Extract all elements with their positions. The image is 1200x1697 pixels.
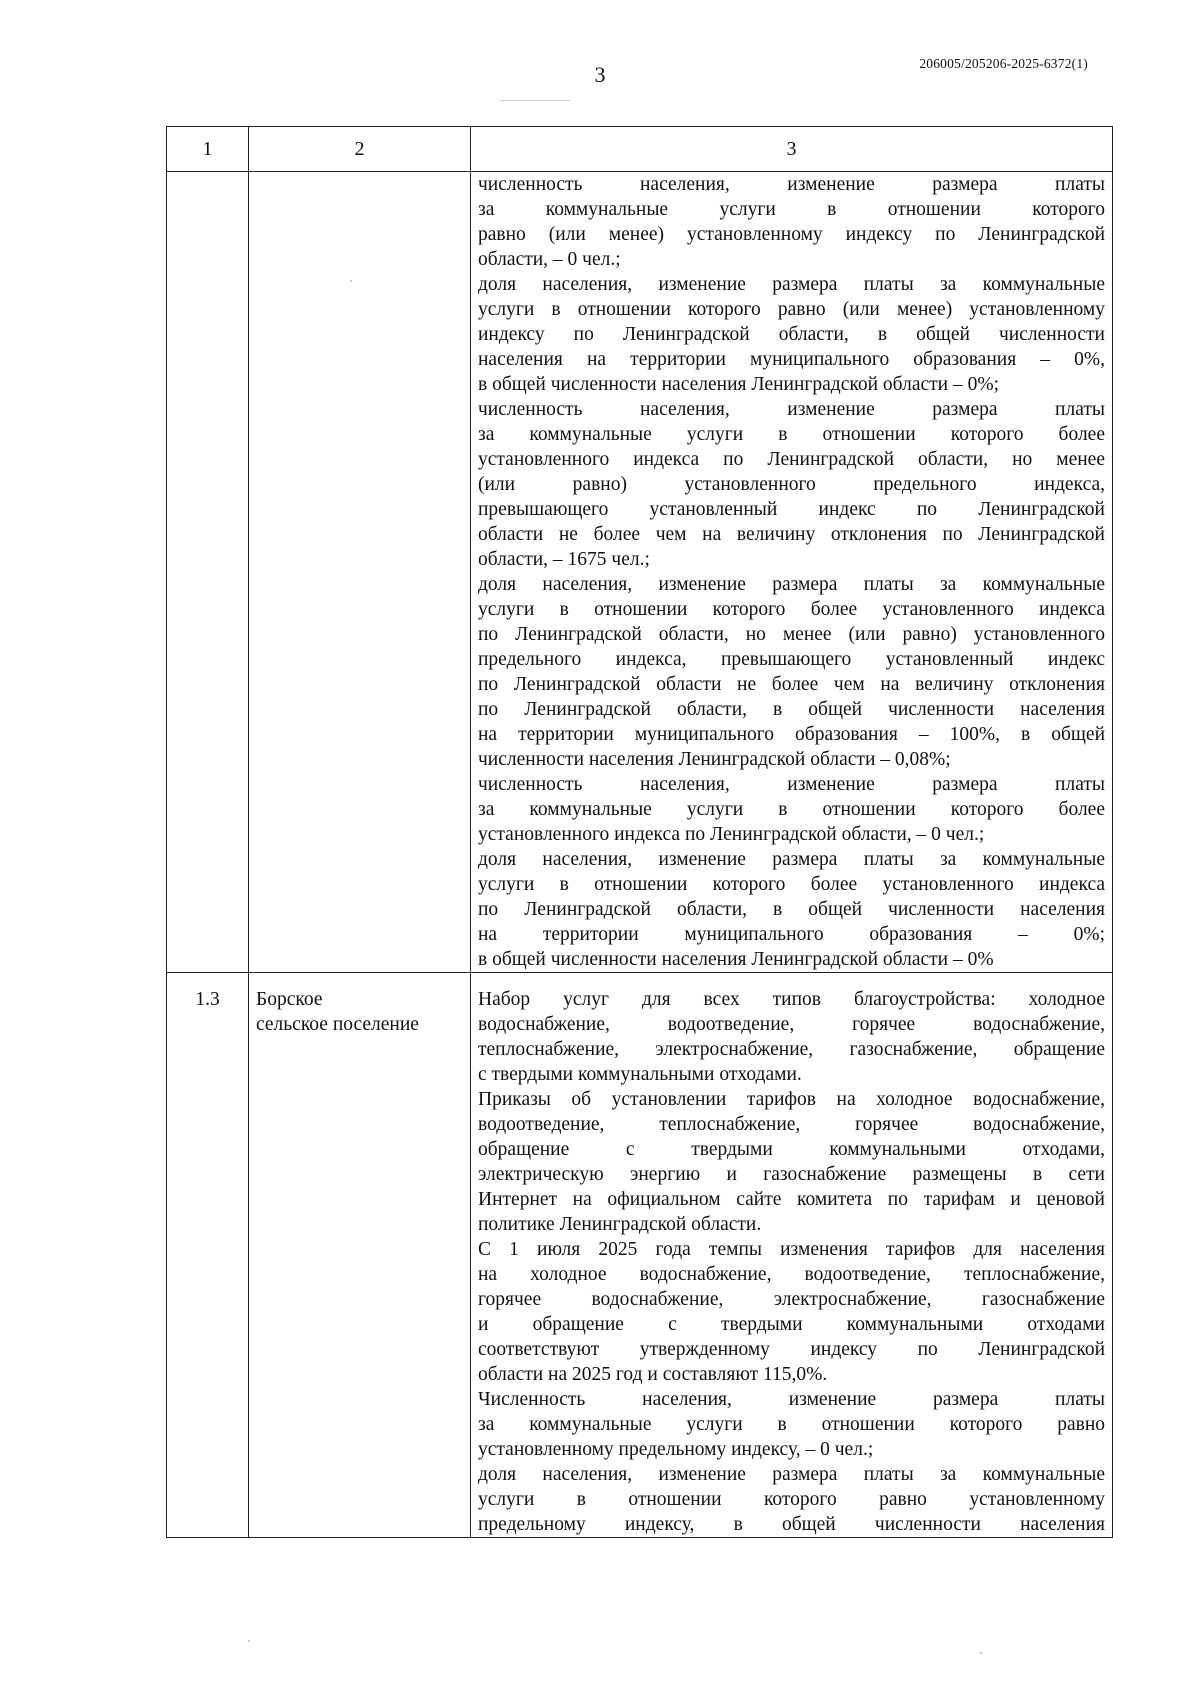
description-line: области, – 1675 чел.; xyxy=(478,549,650,570)
description-line: по Ленинградской области, но менее (или равно) установленного xyxy=(478,624,1105,645)
scan-artifact xyxy=(500,100,570,101)
description-line: превышающего установленный индекс по Ленинградской xyxy=(478,499,1105,520)
scan-speck xyxy=(350,280,352,282)
row-name-cell xyxy=(249,172,471,973)
description-line: услуги в отношении которого более установленного индекса xyxy=(478,599,1105,620)
description-line: предельному индексу, в общей численности населения xyxy=(478,1514,1105,1535)
description-line: численности населения Ленинградской области – 0,08%; xyxy=(478,749,951,770)
row-description-cell xyxy=(471,973,1113,1538)
description-line: доля населения, изменение размера платы за коммунальные xyxy=(478,574,1105,595)
table-header-row xyxy=(167,127,1113,172)
description-line: политике Ленинградской области. xyxy=(478,1214,762,1235)
description-line: установленному предельному индексу, – 0 чел.; xyxy=(478,1439,874,1460)
description-line: численность населения, изменение размера платы xyxy=(478,174,1105,195)
description-line: численность населения, изменение размера платы xyxy=(478,774,1105,795)
description-line: на территории муниципального образования – 0%; xyxy=(478,924,1105,945)
description-line: области на 2025 год и составляют 115,0%. xyxy=(478,1364,828,1385)
description-line: равно (или менее) установленному индексу по Ленинградской xyxy=(478,224,1105,245)
row-description-cell xyxy=(471,172,1113,973)
table-row-continuation xyxy=(167,172,1113,973)
description-line: предельного индекса, превышающего установленный индекс xyxy=(478,649,1105,670)
row-name-cell xyxy=(249,973,471,1538)
description-line: в общей численности населения Ленинградской области – 0% xyxy=(478,949,994,970)
description-line: доля населения, изменение размера платы за коммунальные xyxy=(478,274,1105,295)
content-table xyxy=(166,126,1113,1538)
page-number: 3 xyxy=(594,62,606,87)
description-line: обращение с твердыми коммунальными отходами, xyxy=(478,1139,1105,1160)
description-line: теплоснабжение, электроснабжение, газоснабжение, обращение xyxy=(478,1039,1105,1060)
description-line: с твердыми коммунальными отходами. xyxy=(478,1064,802,1085)
description-line: по Ленинградской области не более чем на величину отклонения xyxy=(478,674,1105,695)
description-line: С 1 июля 2025 года темпы изменения тарифов для населения xyxy=(478,1239,1105,1260)
description-line: горячее водоснабжение, электроснабжение, газоснабжение xyxy=(478,1289,1105,1310)
row-number-cell: 1.3 xyxy=(167,973,249,1538)
scan-speck xyxy=(248,1640,250,1642)
document-code: 206005/205206-2025-6372(1) xyxy=(919,56,1088,71)
description-line: по Ленинградской области, в общей численности населения xyxy=(478,899,1105,920)
description-line: за коммунальные услуги в отношении которого более xyxy=(478,799,1105,820)
description-line: по Ленинградской области, в общей численности населения xyxy=(478,699,1105,720)
description-line: услуги в отношении которого более установленного индекса xyxy=(478,874,1105,895)
scan-speck xyxy=(980,1652,982,1654)
description-line: на территории муниципального образования – 100%, в общей xyxy=(478,724,1105,745)
description-line: индексу по Ленинградской области, в общей численности xyxy=(478,324,1105,345)
column-header-3: 3 xyxy=(471,127,1113,172)
description-line: услуги в отношении которого равно установленному xyxy=(478,1489,1105,1510)
municipality-name-line: Борское xyxy=(256,989,323,1010)
description-line: Набор услуг для всех типов благоустройства: холодное xyxy=(478,989,1105,1010)
description-line: услуги в отношении которого равно (или менее) установленному xyxy=(478,299,1105,320)
description-line: водоснабжение, водоотведение, горячее водоснабжение, xyxy=(478,1014,1105,1035)
description-line: соответствуют утвержденному индексу по Ленинградской xyxy=(478,1339,1105,1360)
description-line: за коммунальные услуги в отношении которого xyxy=(478,199,1105,220)
description-line: и обращение с твердыми коммунальными отходами xyxy=(478,1314,1105,1335)
description-line: Численность населения, изменение размера платы xyxy=(478,1389,1105,1410)
municipality-name-line: сельское поселение xyxy=(256,1014,419,1035)
description-line: (или равно) установленного предельного индекса, xyxy=(478,474,1105,495)
row-number-cell xyxy=(167,172,249,973)
description-line: установленного индекса по Ленинградской области, но менее xyxy=(478,449,1105,470)
description-line: Приказы об установлении тарифов на холодное водоснабжение, xyxy=(478,1089,1105,1110)
description-line: доля населения, изменение размера платы за коммунальные xyxy=(478,1464,1105,1485)
description-line: населения на территории муниципального образования – 0%, xyxy=(478,349,1105,370)
description-line: в общей численности населения Ленинградской области – 0%; xyxy=(478,374,1000,395)
description-line: за коммунальные услуги в отношении которого более xyxy=(478,424,1105,445)
description-line: установленного индекса по Ленинградской области, – 0 чел.; xyxy=(478,824,985,845)
description-line: Интернет на официальном сайте комитета по тарифам и ценовой xyxy=(478,1189,1105,1210)
description-line: на холодное водоснабжение, водоотведение, теплоснабжение, xyxy=(478,1264,1105,1285)
description-line: численность населения, изменение размера платы xyxy=(478,399,1105,420)
description-line: электрическую энергию и газоснабжение размещены в сети xyxy=(478,1164,1105,1185)
column-header-1: 1 xyxy=(167,127,249,172)
description-line: за коммунальные услуги в отношении которого равно xyxy=(478,1414,1105,1435)
description-line: водоотведение, теплоснабжение, горячее водоснабжение, xyxy=(478,1114,1105,1135)
description-line: доля населения, изменение размера платы за коммунальные xyxy=(478,849,1105,870)
table-row xyxy=(167,973,1113,1538)
column-header-2: 2 xyxy=(249,127,471,172)
description-line: области не более чем на величину отклонения по Ленинградской xyxy=(478,524,1105,545)
description-line: области, – 0 чел.; xyxy=(478,249,621,270)
